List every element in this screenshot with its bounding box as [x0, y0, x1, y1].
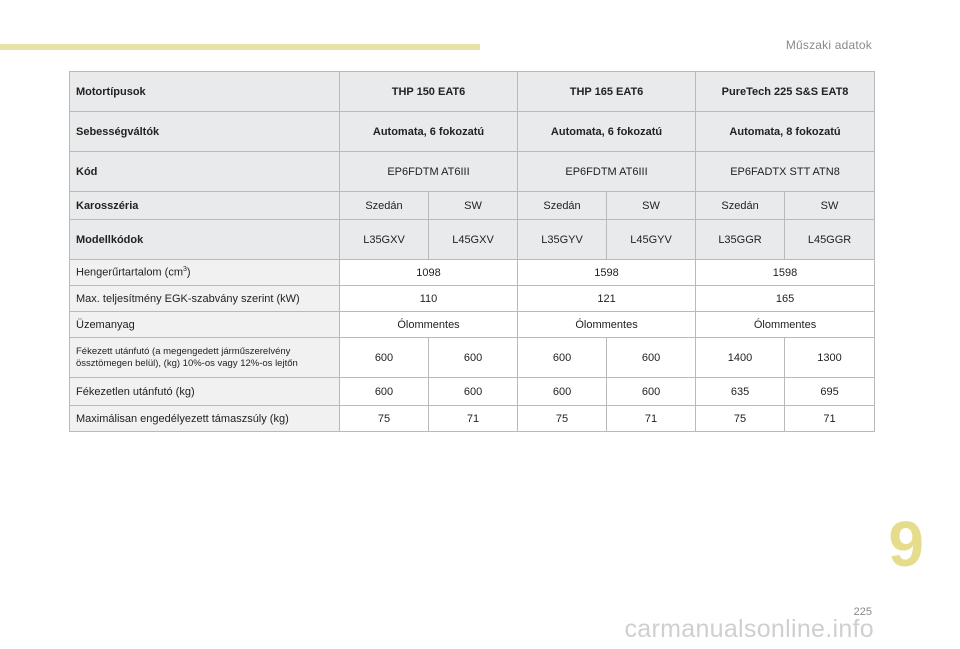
braked-cell: 600 — [340, 338, 429, 378]
noseweight-cell: 75 — [518, 406, 607, 432]
braked-cell: 600 — [518, 338, 607, 378]
body-cell: Szedán — [696, 192, 785, 220]
table-row-fuel — [70, 312, 875, 338]
body-cell: Szedán — [518, 192, 607, 220]
table-row-models — [70, 220, 875, 260]
displacement-cell: 1598 — [696, 260, 875, 286]
table-row-codes — [70, 152, 875, 192]
table-row-gearboxes — [70, 112, 875, 152]
unbraked-cell: 600 — [607, 378, 696, 406]
braked-cell: 600 — [429, 338, 518, 378]
table-row-engines — [70, 72, 875, 112]
power-cell: 165 — [696, 286, 875, 312]
unbraked-cell: 600 — [340, 378, 429, 406]
unbraked-cell: 600 — [429, 378, 518, 406]
gearbox-cell: Automata, 6 fokozatú — [518, 112, 696, 152]
noseweight-cell: 71 — [607, 406, 696, 432]
table-row-displacement — [70, 260, 875, 286]
power-cell: 110 — [340, 286, 518, 312]
table-row-noseweight — [70, 406, 875, 432]
section-title: Műszaki adatok — [785, 38, 872, 52]
row-label-noseweight: Maximálisan engedélyezett támaszsúly (kg) — [70, 406, 340, 432]
noseweight-cell: 75 — [340, 406, 429, 432]
braked-cell: 1400 — [696, 338, 785, 378]
model-cell: L35GYV — [518, 220, 607, 260]
row-label-engine: Motortípusok — [70, 72, 340, 112]
model-cell: L35GXV — [340, 220, 429, 260]
noseweight-cell: 71 — [785, 406, 875, 432]
gearbox-cell: Automata, 6 fokozatú — [340, 112, 518, 152]
body-cell: Szedán — [340, 192, 429, 220]
braked-cell: 600 — [607, 338, 696, 378]
chapter-number: 9 — [888, 508, 924, 580]
code-cell: EP6FDTM AT6III — [518, 152, 696, 192]
table-row-bodies — [70, 192, 875, 220]
model-cell: L45GYV — [607, 220, 696, 260]
table-row-unbraked-trailer — [70, 378, 875, 406]
engine-cell: THP 150 EAT6 — [340, 72, 518, 112]
table-row-power — [70, 286, 875, 312]
engine-cell: PureTech 225 S&S EAT8 — [696, 72, 875, 112]
engine-cell: THP 165 EAT6 — [518, 72, 696, 112]
model-cell: L35GGR — [696, 220, 785, 260]
noseweight-cell: 75 — [696, 406, 785, 432]
row-label-displacement: Hengerűrtartalom $(cm^3)$ — [70, 260, 340, 286]
row-label-power: Max. teljesítmény EGK-szabvány szerint (kW) — [70, 286, 340, 312]
page-number: 225 — [853, 606, 872, 618]
body-cell: SW — [785, 192, 875, 220]
row-label-code: Kód — [70, 152, 340, 192]
unbraked-cell: 600 — [518, 378, 607, 406]
body-cell: SW — [607, 192, 696, 220]
power-cell: 121 — [518, 286, 696, 312]
noseweight-cell: 71 — [429, 406, 518, 432]
row-label-braked-trailer: Fékezett utánfutó (a megengedett járműszerelvény össztömegen belül), (kg) 10%-os vagy 12%-os lejtőn — [70, 338, 340, 378]
model-cell: L45GXV — [429, 220, 518, 260]
row-label-body: Karosszéria — [70, 192, 340, 220]
code-cell: EP6FADTX STT ATN8 — [696, 152, 875, 192]
code-cell: EP6FDTM AT6III — [340, 152, 518, 192]
fuel-cell: Ólommentes — [340, 312, 518, 338]
body-cell: SW — [429, 192, 518, 220]
unbraked-cell: 635 — [696, 378, 785, 406]
technical-data-table — [69, 71, 875, 432]
row-label-gearbox: Sebességváltók — [70, 112, 340, 152]
fuel-cell: Ólommentes — [696, 312, 875, 338]
watermark: carmanualsonline.info — [624, 615, 874, 643]
fuel-cell: Ólommentes — [518, 312, 696, 338]
displacement-cell: 1598 — [518, 260, 696, 286]
row-label-unbraked-trailer: Fékezetlen utánfutó (kg) — [70, 378, 340, 406]
unbraked-cell: 695 — [785, 378, 875, 406]
braked-cell: 1300 — [785, 338, 875, 378]
gearbox-cell: Automata, 8 fokozatú — [696, 112, 875, 152]
model-cell: L45GGR — [785, 220, 875, 260]
displacement-cell: 1098 — [340, 260, 518, 286]
header-accent-bar — [0, 44, 480, 50]
table-row-braked-trailer — [70, 338, 875, 378]
row-label-fuel: Üzemanyag — [70, 312, 340, 338]
row-label-model: Modellkódok — [70, 220, 340, 260]
